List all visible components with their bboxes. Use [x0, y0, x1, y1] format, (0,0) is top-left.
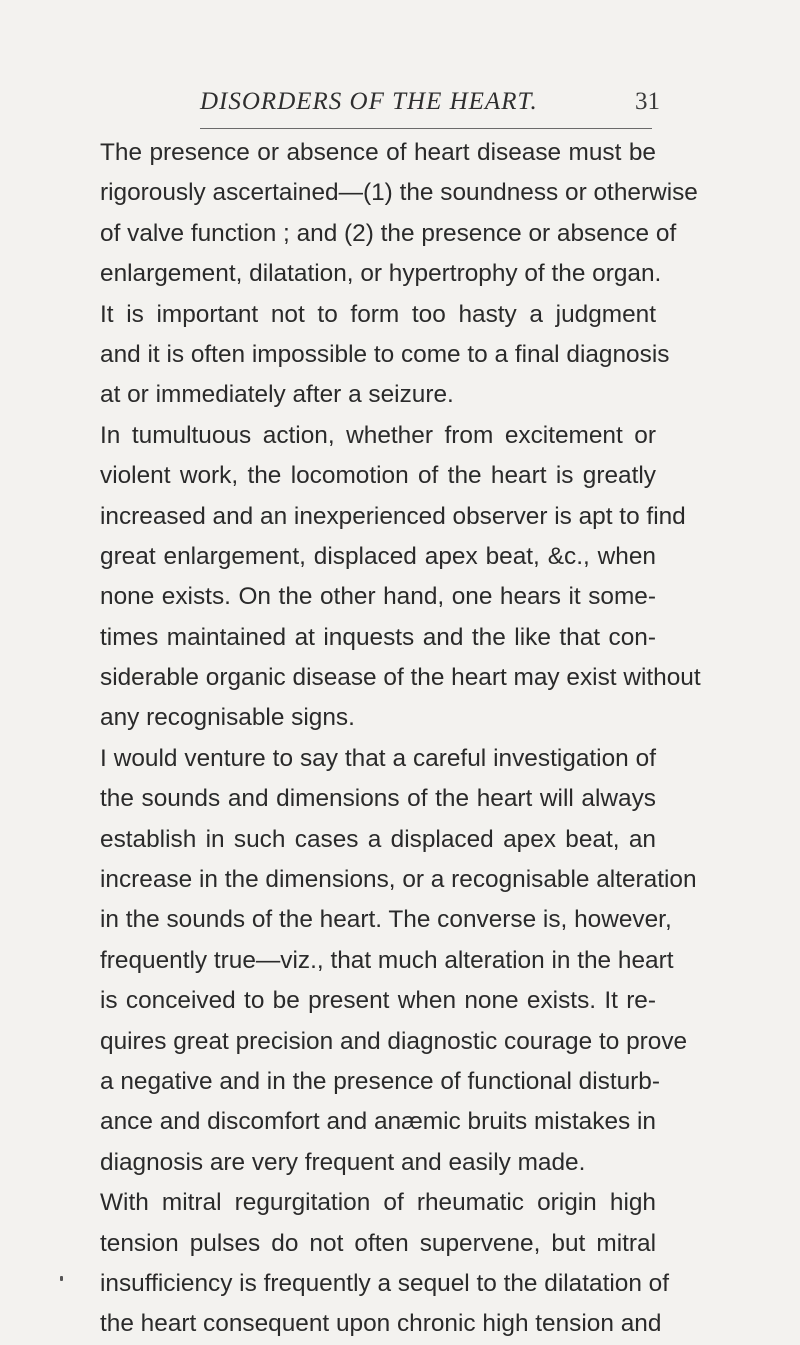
text-line: increased and an inexperienced observer is apt to find: [100, 502, 686, 530]
header-rule: [200, 128, 652, 129]
text-line: It is important not to form too hasty a judgment: [100, 300, 656, 328]
text-line: in the sounds of the heart. The converse is, however,: [100, 906, 672, 934]
body-text: [100, 133, 701, 1345]
text-line: and it is often impossible to come to a final diagnosis: [100, 340, 670, 368]
text-line: diagnosis are very frequent and easily made.: [100, 1148, 586, 1176]
text-line: ance and discomfort and anæmic bruits mistakes in: [100, 1108, 656, 1136]
text-line: any recognisable signs.: [100, 704, 355, 732]
text-line: frequently true—viz., that much alteration in the heart: [100, 946, 674, 974]
text-line: is conceived to be present when none exists. It re-: [100, 987, 656, 1015]
text-line: I would venture to say that a careful investigation of: [100, 744, 656, 772]
text-line: insufficiency is frequently a sequel to the dilatation of: [100, 1269, 670, 1297]
text-line: the heart consequent upon chronic high tension and: [100, 1310, 662, 1338]
text-line: times maintained at inquests and the like that con-: [100, 623, 656, 651]
text-line: none exists. On the other hand, one hears it some-: [100, 583, 656, 611]
text-line: rigorously ascertained—(1) the soundness or otherwise: [100, 179, 698, 207]
text-line: siderable organic disease of the heart may exist without: [100, 664, 701, 692]
text-line: the sounds and dimensions of the heart will always: [100, 785, 656, 813]
text-line: In tumultuous action, whether from excitement or: [100, 421, 656, 449]
text-line: at or immediately after a seizure.: [100, 381, 454, 409]
page-number: 31: [635, 88, 660, 115]
text-line: a negative and in the presence of functional disturb-: [100, 1067, 660, 1095]
running-head: [100, 88, 660, 128]
running-head-title: DISORDERS OF THE HEART.: [200, 88, 538, 115]
text-line: enlargement, dilatation, or hypertrophy of the organ.: [100, 260, 662, 288]
margin-speck: [60, 1276, 63, 1281]
text-line: violent work, the locomotion of the heart is greatly: [100, 462, 656, 490]
text-line: of valve function ; and (2) the presence or absence of: [100, 219, 677, 247]
text-line: quires great precision and diagnostic courage to prove: [100, 1027, 688, 1055]
text-line: The presence or absence of heart disease must be: [100, 139, 656, 166]
text-line: increase in the dimensions, or a recognisable alteration: [100, 866, 697, 894]
text-line: great enlargement, displaced apex beat, &c., when: [100, 542, 656, 570]
text-line: establish in such cases a displaced apex beat, an: [100, 825, 656, 853]
text-line: With mitral regurgitation of rheumatic origin high: [100, 1189, 656, 1217]
text-line: tension pulses do not often supervene, but mitral: [100, 1229, 656, 1257]
